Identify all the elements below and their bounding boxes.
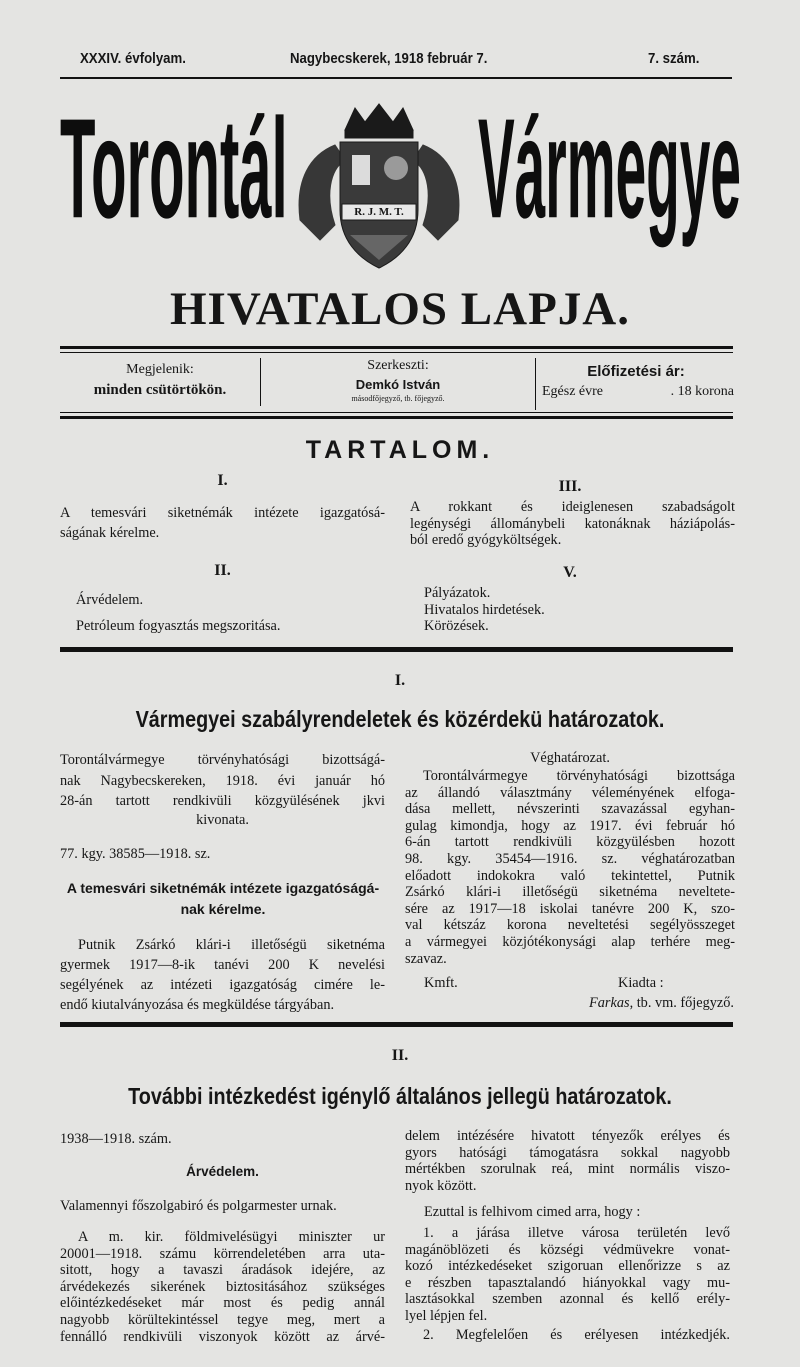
text-line: 98. kgy. 35454—1916. sz. véghatározatban [405,850,735,867]
subheading: Árvédelem. [186,1164,259,1179]
text-line: fennálló rendkivüli viszonyok között az árvé- [60,1328,385,1345]
divider [60,416,733,419]
coat-of-arms-icon [290,100,468,275]
divider [535,358,536,410]
text-line: nak kérelme. [180,901,266,917]
text-line: Putnik Zsárkó klári-i illetőségü siketnéma [78,937,385,953]
contents-section-number: III. [558,478,582,495]
editor-role: másodfőjegyző, tb. főjegyző. [351,394,445,403]
text-line: 6-án tartott rendkivüli közgyülésben hozott [405,834,735,851]
text-line: A m. kir. földmivelésügyi miniszter ur [78,1229,385,1245]
divider [60,352,733,353]
issued-by: Kiadta : [618,975,664,991]
text-line: Hivatalos hirdetések. [424,601,545,618]
contents-section-number: I. [217,472,228,489]
price-row [538,382,734,402]
text-line: Pályázatok. [424,585,491,601]
text-line: gyermek 1917—8-ik tanévi 200 K nevelési [60,957,385,973]
text-line: val kétszáz korona neveltetési segélyösszeget [405,917,735,934]
text-line: Torontálvármegye törvényhatósági bizottságá- [60,752,385,768]
text-line: A temesvári siketnémák intézete igazgatósá- [60,505,385,521]
text-line: sitott, hogy a tavaszi áradások idejére, az [60,1262,385,1279]
appears-info [60,360,260,400]
text-line: 1. a járása illetve városa területén levő [423,1225,730,1241]
body-paragraph [60,935,385,1015]
divider [60,647,733,652]
kmft: Kmft. [424,975,458,991]
text-line: 28-án tartott rendkivüli közgyülésének jkvi [60,793,385,809]
body-paragraph [405,1327,730,1344]
issue-number: 7. szám. [648,50,700,67]
text-line: magánöblözeti és községi védmüvekre vonat- [405,1241,730,1258]
contents-item-5 [424,585,724,635]
text-line: az állandó választmány véleményének elfoga- [405,784,735,801]
masthead-title-left: Torontál [60,89,288,249]
text-line: sére az 1917—18 iskolai tanévre 200 K, szo- [405,900,735,917]
text-line: mértékben szorulnak reá, mint normális viszo- [405,1161,730,1178]
section-heading: További intézkedést igénylő általános jellegü határozatok. [128,1083,672,1109]
body-paragraph [405,1225,730,1325]
text-line: lasztásokkal szemben azonnal és kellő erély- [405,1291,730,1308]
text-line: ságának kérelme. [60,525,160,541]
crest-lettering: R. J. M. T. [354,206,404,218]
text-line: a vármegyei közjótékonysági alap terhére meg- [405,933,735,950]
section-number: I. [394,672,406,689]
resolution-body [405,768,735,967]
text-line: ból eredő gyógyköltségek. [410,532,562,548]
body-paragraph [405,1128,730,1194]
text-line: Körözések. [424,618,489,634]
signer-name: Farkas [589,995,630,1011]
section-heading: Vármegyei szabályrendeletek és közérdekü határozatok. [135,706,665,732]
text-line: gyors hatósági támogatásra sokkal nagyobb [405,1144,730,1161]
text-line: gulag kimondja, hogy az 1917. évi február hó [405,817,735,834]
text-line: delem intézésére hivatott tényezők erélyes és [405,1128,730,1144]
contents-item-3 [410,499,735,549]
divider [60,1022,733,1027]
divider [60,77,732,79]
price-info [538,362,734,402]
text-line: segélyének az intézeti igazgatóság cimére le- [60,977,385,993]
divider [60,346,733,349]
price-value: . 18 korona [670,384,734,399]
text-line: Zsárkó klári-i illetőségü siketnéma neveltete- [405,884,735,901]
text-line: e részben tapasztalandó hiányokkal vagy mu- [405,1274,730,1291]
editor-info [262,356,534,404]
body-paragraph [60,1229,385,1345]
reference-number: 77. kgy. 38585—1918. sz. [60,846,211,862]
text-line: dása mellett, névszerinti szavazással egyhan- [405,801,735,818]
appears-label: Megjelenik: [126,362,194,377]
contents-section-number: II. [214,562,231,579]
text-line: kozó intézkedéseket szigoruan ellenőrizze s az [405,1258,730,1275]
reference-number: 1938—1918. szám. [60,1131,172,1147]
contents-item-2b: Petróleum fogyasztás megszoritása. [76,618,281,634]
intro-paragraph [60,750,385,812]
text-line: 2. Megfelelően és erélyesen intézkedjék. [423,1327,730,1343]
text-line: endő kiutalványozása és megküldése tárgyában. [60,997,335,1013]
volume: XXXIV. évfolyam. [80,50,186,67]
price-period: Egész évre [542,384,604,399]
text-line: nagyobb körültekintéssel tegye meg, mert a [60,1311,385,1328]
text-line: Torontálvármegye törvényhatósági bizottsága [423,768,735,784]
text-line: A temesvári siketnémák intézete igazgatóságá- [66,880,380,896]
text-line: legénységi állománybeli katonáknak háziápolás- [410,515,735,532]
price-label: Előfizetési ár: [587,363,685,380]
text-line: előadott indokokra való tekintettel, Putnik [405,867,735,884]
signature [589,995,734,1012]
body-paragraph: Ezuttal is felhivom cimed arra, hogy : [424,1204,641,1220]
text-line: szavaz. [405,950,447,967]
subtitle: HIVATALOS LAPJA. [170,283,630,335]
section-number: II. [391,1047,409,1064]
editor-name: Demkó István [355,377,441,392]
text-line: árvédekezés sikerének biztositásához szükséges [60,1278,385,1295]
masthead-title-right: Vármegye [478,89,741,249]
text-line: 20001—1918. számu körrendeletében arra uta- [60,1245,385,1262]
editor-label: Szerkeszti: [367,358,429,373]
contents-item-2a: Árvédelem. [76,592,144,608]
signer-title: , tb. vm. főjegyző. [629,995,734,1011]
resolution-title: Véghatározat. [530,750,610,766]
divider [260,358,261,406]
contents-section-number: V. [563,564,577,581]
divider [60,412,733,413]
contents-item-1 [60,503,385,543]
place-date: Nagybecskerek, 1918 február 7. [290,50,488,67]
text-line: lyel lépjen fel. [405,1307,488,1324]
subheading [58,878,388,920]
intro-paragraph-end: kivonata. [196,812,249,828]
appears-value: minden csütörtökön. [93,382,227,398]
contents-title: TARTALOM. [305,436,495,464]
text-line: nak Nagybecskereken, 1918. évi január hó [60,772,385,789]
text-line: A rokkant és ideiglenesen szabadságolt [410,499,735,515]
text-line: előintézkedéseket már most és pedig annál [60,1295,385,1312]
addressee: Valamennyi főszolgabiró és polgarmester urnak. [60,1198,337,1214]
text-line: nyok között. [405,1177,477,1194]
